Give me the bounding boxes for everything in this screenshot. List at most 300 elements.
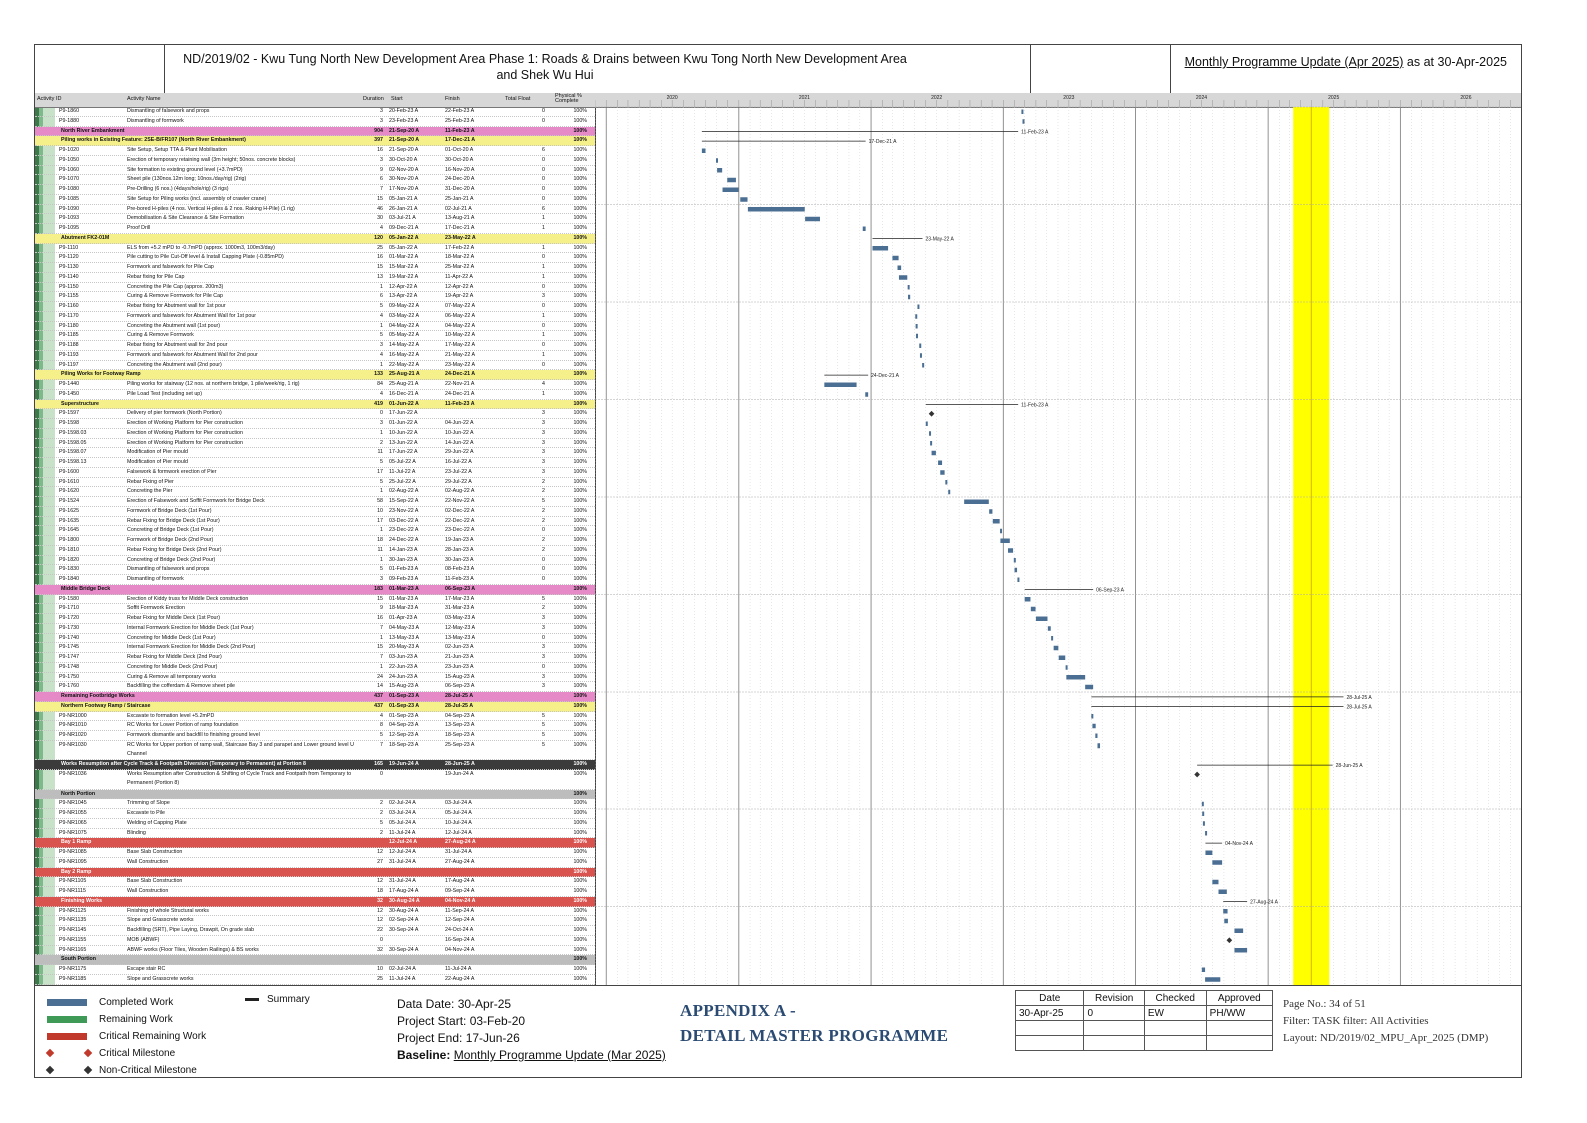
cell-finish: 02-Aug-22 A xyxy=(445,488,475,495)
cell-pct: 100% xyxy=(573,312,587,319)
completed-bar xyxy=(702,149,706,154)
completed-bar xyxy=(1031,607,1036,612)
cell-dur: 3 xyxy=(380,108,383,114)
table-row[interactable] xyxy=(35,322,595,332)
table-row[interactable] xyxy=(35,487,595,497)
cell-pct: 100% xyxy=(573,654,587,660)
cell-pct: 100% xyxy=(573,585,587,592)
col-activity-id[interactable]: Activity ID xyxy=(37,96,62,102)
table-row[interactable] xyxy=(35,468,595,478)
cell-pct: 100% xyxy=(573,683,587,690)
table-row[interactable] xyxy=(35,497,595,507)
completed-bar xyxy=(1092,724,1095,729)
col-start[interactable]: Start xyxy=(391,96,403,102)
table-row[interactable] xyxy=(35,916,595,926)
table-row[interactable] xyxy=(35,117,595,127)
cell-id: P9-1840 xyxy=(59,576,80,582)
wbs-row[interactable] xyxy=(35,234,595,244)
table-row[interactable] xyxy=(35,799,595,809)
table-row[interactable] xyxy=(35,877,595,887)
table-row[interactable] xyxy=(35,604,595,614)
table-row[interactable] xyxy=(35,975,595,985)
wbs-row[interactable] xyxy=(35,370,595,380)
table-row[interactable] xyxy=(35,575,595,585)
summary-label: Summary xyxy=(267,994,310,1005)
cell-dur: 7 xyxy=(380,624,383,631)
cell-dur: 7 xyxy=(380,741,383,748)
table-row[interactable] xyxy=(35,273,595,283)
cell-pct: 100% xyxy=(573,137,587,144)
cell-name: Piling works for stairway (12 nos. at northern bridge, 1 pile/week/rig, 1 rig) xyxy=(127,381,300,387)
table-row[interactable] xyxy=(35,673,595,683)
cell-tf: 0 xyxy=(542,303,545,309)
wbs-row[interactable] xyxy=(35,897,595,907)
cell-id: Piling Works for Footway Ramp xyxy=(61,371,141,378)
cell-tf: 0 xyxy=(542,108,545,114)
cell-id: P9-1598 xyxy=(59,420,80,426)
appendix-line2: DETAIL MASTER PROGRAMME xyxy=(680,1026,949,1045)
cell-id: P9-1130 xyxy=(59,264,79,270)
table-row[interactable] xyxy=(35,770,595,790)
table-row[interactable] xyxy=(35,936,595,946)
cell-finish: 01-Oct-20 A xyxy=(445,147,474,153)
cell-name: Soffit Formwork Erection xyxy=(127,605,185,612)
cell-tf: 1 xyxy=(542,225,545,231)
table-row[interactable] xyxy=(35,556,595,566)
cell-pct: 100% xyxy=(573,819,587,826)
table-row[interactable] xyxy=(35,741,595,761)
completed-bar xyxy=(1048,626,1051,631)
table-row[interactable] xyxy=(35,848,595,858)
completed-bar xyxy=(1095,734,1097,739)
completed-bar xyxy=(1051,636,1053,641)
cell-finish: 23-May-22 A xyxy=(445,361,476,368)
cell-finish: 13-Aug-21 A xyxy=(445,215,475,222)
cell-finish: 11-Feb-23 A xyxy=(445,400,475,407)
cell-finish: 12-Jul-24 A xyxy=(445,829,472,836)
wbs-row[interactable] xyxy=(35,585,595,595)
cell-id: P9-NR1145 xyxy=(59,927,87,933)
cell-dur: 5 xyxy=(380,566,383,573)
cell-name: Rebar Fixing for Middle Deck (1st Pour) xyxy=(127,615,221,621)
table-row[interactable] xyxy=(35,926,595,936)
table-row[interactable] xyxy=(35,819,595,829)
cell-start: 05-Jan-21 A xyxy=(389,195,418,202)
milestone-marker xyxy=(1227,937,1233,943)
completed-bar xyxy=(916,334,918,339)
year-label: 2023 xyxy=(1063,95,1075,101)
table-row[interactable] xyxy=(35,721,595,731)
cell-start: 02-Jul-24 A xyxy=(389,800,416,807)
cell-tf: 3 xyxy=(542,449,545,456)
cell-tf: 1 xyxy=(542,390,545,397)
cell-name: Finishing of whole Structural works xyxy=(127,907,209,914)
cell-dur: 6 xyxy=(380,293,383,300)
cell-name: Formwork dismantle and backfill to finishing ground level xyxy=(127,732,260,738)
baseline-value: Monthly Programme Update (Mar 2025) xyxy=(453,1048,666,1062)
cell-tf: 2 xyxy=(542,488,545,495)
cell-name: Trimming of Slope xyxy=(127,800,170,807)
table-row[interactable] xyxy=(35,614,595,624)
cell-name: Rebar fixing for Abutment wall for 1st pour xyxy=(127,303,226,309)
completed-bar xyxy=(932,451,936,456)
cell-dur: 46 xyxy=(377,205,383,212)
cell-dur: 18 xyxy=(377,537,383,543)
table-row[interactable] xyxy=(35,331,595,341)
table-row[interactable] xyxy=(35,146,595,156)
cell-finish: 29-Jul-22 A xyxy=(445,478,472,485)
table-row[interactable] xyxy=(35,419,595,429)
col-duration[interactable]: Duration xyxy=(363,96,384,102)
cell-pct: 100% xyxy=(573,468,587,475)
cell-name: Curing & Remove all temporary works xyxy=(127,673,217,680)
cell-dur: 84 xyxy=(377,381,383,387)
cell-id: P9-1745 xyxy=(59,644,80,651)
table-row[interactable] xyxy=(35,653,595,663)
table-row[interactable] xyxy=(35,663,595,673)
cell-name: Concreting of Bridge Deck (1st Pour) xyxy=(127,527,214,534)
table-row[interactable] xyxy=(35,507,595,517)
approval-value: 30-Apr-25 xyxy=(1016,1006,1084,1021)
cell-pct: 100% xyxy=(573,459,587,465)
sheet-footer xyxy=(35,985,1521,1078)
cell-dur: 15 xyxy=(377,595,383,602)
year-label: 2022 xyxy=(931,95,943,101)
programme-sheet xyxy=(34,44,1522,1078)
table-row[interactable] xyxy=(35,253,595,263)
cell-name: Curing & Remove Formwork for Pile Cap xyxy=(127,293,223,300)
completed-bar xyxy=(948,490,950,495)
cell-name: Concreting the Pile Cap (approx. 200m3) xyxy=(127,283,224,290)
table-row[interactable] xyxy=(35,809,595,819)
table-row[interactable] xyxy=(35,390,595,400)
cell-finish: 23-May-22 A xyxy=(445,234,476,241)
table-row[interactable] xyxy=(35,380,595,390)
table-row[interactable] xyxy=(35,634,595,644)
cell-finish: 21-May-22 A xyxy=(445,351,476,358)
cell-pct: 100% xyxy=(573,537,587,543)
col-activity-name[interactable]: Activity Name xyxy=(127,96,161,102)
table-row[interactable] xyxy=(35,448,595,458)
cell-tf: 5 xyxy=(542,498,545,504)
summary-finish-label: 23-May-22 A xyxy=(925,236,954,243)
cell-dur: 32 xyxy=(377,897,383,904)
cell-finish: 09-Sep-24 A xyxy=(445,888,475,894)
table-row[interactable] xyxy=(35,175,595,185)
table-row[interactable] xyxy=(35,312,595,322)
cell-pct: 100% xyxy=(573,195,587,202)
cell-tf: 0 xyxy=(542,527,545,534)
cell-start: 18-Sep-23 A xyxy=(389,741,419,748)
summary-finish-label: 28-Jun-25 A xyxy=(1335,763,1363,770)
cell-start: 01-Sep-23 A xyxy=(389,693,420,699)
cell-pct: 100% xyxy=(573,400,587,407)
completed-bar xyxy=(917,305,919,310)
summary-bar-icon xyxy=(245,998,259,1001)
wbs-row[interactable] xyxy=(35,838,595,848)
cell-dur: 3 xyxy=(380,117,383,124)
table-row[interactable] xyxy=(35,682,595,692)
cell-finish: 14-Jun-22 A xyxy=(445,439,474,446)
wbs-row[interactable] xyxy=(35,790,595,800)
cell-dur: 9 xyxy=(380,166,383,173)
cell-dur: 11 xyxy=(377,546,383,553)
cell-id: P9-1625 xyxy=(59,507,80,514)
table-row[interactable] xyxy=(35,526,595,536)
cell-start: 01-Mar-23 A xyxy=(389,595,419,602)
cell-start: 13-May-23 A xyxy=(389,634,420,641)
table-row[interactable] xyxy=(35,166,595,176)
cell-pct: 100% xyxy=(573,449,587,456)
table-row[interactable] xyxy=(35,302,595,312)
col-total-float[interactable]: Total Float xyxy=(505,96,531,102)
cell-dur: 4 xyxy=(380,351,383,358)
completed-bar xyxy=(964,500,989,505)
milestone-icon xyxy=(46,1066,54,1074)
table-row[interactable] xyxy=(35,341,595,351)
cell-start: 20-May-23 A xyxy=(389,644,420,651)
milestone-marker xyxy=(929,411,935,417)
table-row[interactable] xyxy=(35,946,595,956)
cell-pct: 100% xyxy=(573,868,587,875)
cell-pct: 100% xyxy=(573,351,587,358)
table-row[interactable] xyxy=(35,458,595,468)
cell-pct: 100% xyxy=(573,576,587,582)
table-row[interactable] xyxy=(35,478,595,488)
year-label: 2024 xyxy=(1195,95,1208,101)
cell-finish: 22-Nov-22 A xyxy=(445,498,475,504)
completed-bar xyxy=(716,158,718,163)
table-row[interactable] xyxy=(35,224,595,234)
cell-id: P9-1710 xyxy=(59,605,80,612)
appendix-title xyxy=(680,998,948,1048)
cell-id: P9-1185 xyxy=(59,332,79,339)
cell-name: Demobilisation & Site Clearance & Site Formation xyxy=(127,215,244,222)
table-row[interactable] xyxy=(35,283,595,293)
cell-tf: 0 xyxy=(542,342,545,348)
cell-pct: 100% xyxy=(573,283,587,290)
critical-swatch xyxy=(47,1033,87,1040)
cell-id: P9-1760 xyxy=(59,683,80,690)
table-row[interactable] xyxy=(35,858,595,868)
table-row[interactable] xyxy=(35,205,595,215)
approval-table xyxy=(1015,990,1273,1051)
cell-finish: 04-Nov-24 A xyxy=(445,897,476,904)
cell-dur: 1 xyxy=(380,634,383,641)
cell-name: Rebar Fixing of Pier xyxy=(127,478,174,485)
cell-tf: 0 xyxy=(542,556,545,563)
cell-tf: 0 xyxy=(542,186,545,192)
cell-finish: 06-Sep-23 A xyxy=(445,585,476,592)
cell-finish: 17-Dec-21 A xyxy=(445,225,475,231)
cell-name: Pre-Drilling (6 nos.) (4days/hole/rig) (3 rigs) xyxy=(127,186,229,192)
table-row[interactable] xyxy=(35,536,595,546)
table-row[interactable] xyxy=(35,185,595,195)
cell-pct: 100% xyxy=(573,634,587,641)
table-row[interactable] xyxy=(35,263,595,273)
col-pct-complete[interactable]: Physical % Complete xyxy=(555,93,582,104)
cell-dur: 15 xyxy=(377,264,383,270)
col-finish[interactable]: Finish xyxy=(445,96,460,102)
wbs-row[interactable] xyxy=(35,955,595,965)
completed-bar xyxy=(940,470,944,475)
cell-dur: 15 xyxy=(377,644,383,651)
wbs-row[interactable] xyxy=(35,127,595,137)
cell-start: 11-Jul-24 A xyxy=(389,975,416,982)
cell-dur: 0 xyxy=(380,410,383,417)
table-row[interactable] xyxy=(35,546,595,556)
cell-id: P9-1450 xyxy=(59,390,80,397)
cell-dur: 1 xyxy=(380,429,383,436)
cell-pct: 100% xyxy=(573,234,587,241)
cell-name: Erection of Working Platform for Pier construction xyxy=(127,429,243,436)
cell-tf: 1 xyxy=(542,244,545,251)
table-row[interactable] xyxy=(35,965,595,975)
cell-finish: 28-Jul-25 A xyxy=(445,702,474,709)
cell-dur: 1 xyxy=(380,556,383,563)
cell-id: P9-1750 xyxy=(59,673,80,680)
cell-finish: 31-Mar-23 A xyxy=(445,605,475,612)
completed-bar xyxy=(1218,890,1226,895)
legend-label: Remaining Work xyxy=(99,1014,173,1025)
wbs-row[interactable] xyxy=(35,692,595,702)
cell-finish: 03-Jul-24 A xyxy=(445,800,472,807)
cell-id: Bay 2 Ramp xyxy=(61,868,92,875)
cell-start: 01-Mar-22 A xyxy=(389,254,419,261)
table-row[interactable] xyxy=(35,887,595,897)
cell-pct: 100% xyxy=(573,439,587,446)
cell-start: 09-Dec-21 A xyxy=(389,225,419,231)
cell-name: Internal Formwork Erection for Middle Deck (2nd Pour) xyxy=(127,644,256,651)
table-row[interactable] xyxy=(35,409,595,419)
table-row[interactable] xyxy=(35,244,595,254)
completed-bar xyxy=(1000,529,1002,534)
table-row[interactable] xyxy=(35,643,595,653)
cell-name: Site Setup for Piling works (incl. assembly of crawler crane) xyxy=(127,195,267,202)
cell-start: 14-May-22 A xyxy=(389,342,420,348)
cell-finish: 10-Jun-22 A xyxy=(445,429,474,436)
approval-header: Date xyxy=(1016,991,1084,1006)
completed-bar xyxy=(1234,948,1247,953)
cell-start: 13-Apr-22 A xyxy=(389,293,418,300)
cell-name: Curing & Remove Formwork xyxy=(127,332,194,339)
approval-header-row xyxy=(1016,991,1273,1006)
cell-name: Sheet pile (130nos.12m long; 10nos./day/rig) (2rig) xyxy=(127,176,247,183)
cell-dur: 1 xyxy=(380,663,383,670)
cell-tf: 3 xyxy=(542,468,545,475)
wbs-row[interactable] xyxy=(35,868,595,878)
cell-finish: 25-Mar-22 A xyxy=(445,264,475,270)
cell-tf: 3 xyxy=(542,293,545,300)
cell-id: Bay 1 Ramp xyxy=(61,839,92,846)
cell-tf: 0 xyxy=(542,166,545,173)
table-row[interactable] xyxy=(35,517,595,527)
cell-tf: 1 xyxy=(542,351,545,358)
completed-bar xyxy=(1097,743,1100,748)
cell-pct: 100% xyxy=(573,264,587,270)
cell-start: 05-Jul-24 A xyxy=(389,819,416,826)
completed-bar xyxy=(1054,646,1059,651)
table-row[interactable] xyxy=(35,731,595,741)
table-row[interactable] xyxy=(35,712,595,722)
wbs-row[interactable] xyxy=(35,702,595,712)
completed-bar xyxy=(1212,860,1222,865)
completed-bar xyxy=(824,383,856,388)
cell-pct: 100% xyxy=(573,790,587,797)
table-row[interactable] xyxy=(35,429,595,439)
table-row[interactable] xyxy=(35,292,595,302)
cell-pct: 100% xyxy=(573,117,587,124)
cell-dur: 1 xyxy=(380,361,383,368)
completed-bar xyxy=(930,441,932,446)
legend-item-critical xyxy=(47,1028,206,1045)
cell-pct: 100% xyxy=(573,615,587,621)
table-row[interactable] xyxy=(35,351,595,361)
year-label: 2020 xyxy=(666,95,678,101)
completed-bar xyxy=(1223,909,1227,914)
cell-finish: 28-Jun-25 A xyxy=(445,761,475,768)
table-row[interactable] xyxy=(35,829,595,839)
cell-name: Pile cutting to Pile Cut-Off level & Install Capping Plate (-0.85mPD) xyxy=(127,254,284,261)
table-row[interactable] xyxy=(35,439,595,449)
completed-bar xyxy=(926,422,928,427)
cell-pct: 100% xyxy=(573,108,587,114)
completed-bar xyxy=(1205,851,1212,856)
table-column-header xyxy=(35,93,595,108)
completed-bar xyxy=(1022,119,1024,124)
wbs-row[interactable] xyxy=(35,760,595,770)
cell-pct: 100% xyxy=(573,917,587,924)
table-row[interactable] xyxy=(35,624,595,634)
table-row[interactable] xyxy=(35,361,595,371)
cell-dur: 16 xyxy=(377,147,383,153)
cell-pct: 100% xyxy=(573,741,587,748)
completed-bar xyxy=(1212,880,1218,885)
summary-finish-label: 17-Dec-21 A xyxy=(868,139,897,146)
cell-dur: 2 xyxy=(380,800,383,807)
cell-start: 25-Jul-22 A xyxy=(389,478,416,485)
cell-start: 09-May-22 A xyxy=(389,303,420,309)
cell-id: P9-1810 xyxy=(59,546,80,553)
table-row[interactable] xyxy=(35,156,595,166)
cell-finish: 31-Jul-24 A xyxy=(445,849,472,855)
table-row[interactable] xyxy=(35,214,595,224)
cell-tf: 3 xyxy=(542,673,545,680)
cell-id: P9-NR1010 xyxy=(59,722,87,729)
table-row[interactable] xyxy=(35,107,595,117)
table-row[interactable] xyxy=(35,565,595,575)
cell-finish: 22-Nov-21 A xyxy=(445,381,475,387)
wbs-row[interactable] xyxy=(35,136,595,146)
completed-bar xyxy=(1017,578,1019,583)
baseline-prefix: Baseline: xyxy=(397,1048,454,1062)
cell-name: Erection of temporary retaining wall (3m height; 50nos. concrete blocks) xyxy=(127,156,296,163)
wbs-row[interactable] xyxy=(35,400,595,410)
cell-id: Northern Footway Ramp / Staircase xyxy=(61,702,151,709)
cell-dur: 25 xyxy=(377,975,383,982)
table-row[interactable] xyxy=(35,195,595,205)
cell-start: 17-Jun-22 A xyxy=(389,410,418,417)
cell-name: Concreting the Pier xyxy=(127,488,173,495)
cell-start: 19-Jun-24 A xyxy=(389,761,419,768)
table-row[interactable] xyxy=(35,595,595,605)
cell-start: 04-May-23 A xyxy=(389,624,420,631)
cell-start: 01-Sep-23 A xyxy=(389,712,419,719)
cell-tf: 3 xyxy=(542,410,545,417)
table-row[interactable] xyxy=(35,907,595,917)
data-date: Data Date: 30-Apr-25 xyxy=(397,997,512,1011)
cell-pct: 100% xyxy=(573,205,587,212)
